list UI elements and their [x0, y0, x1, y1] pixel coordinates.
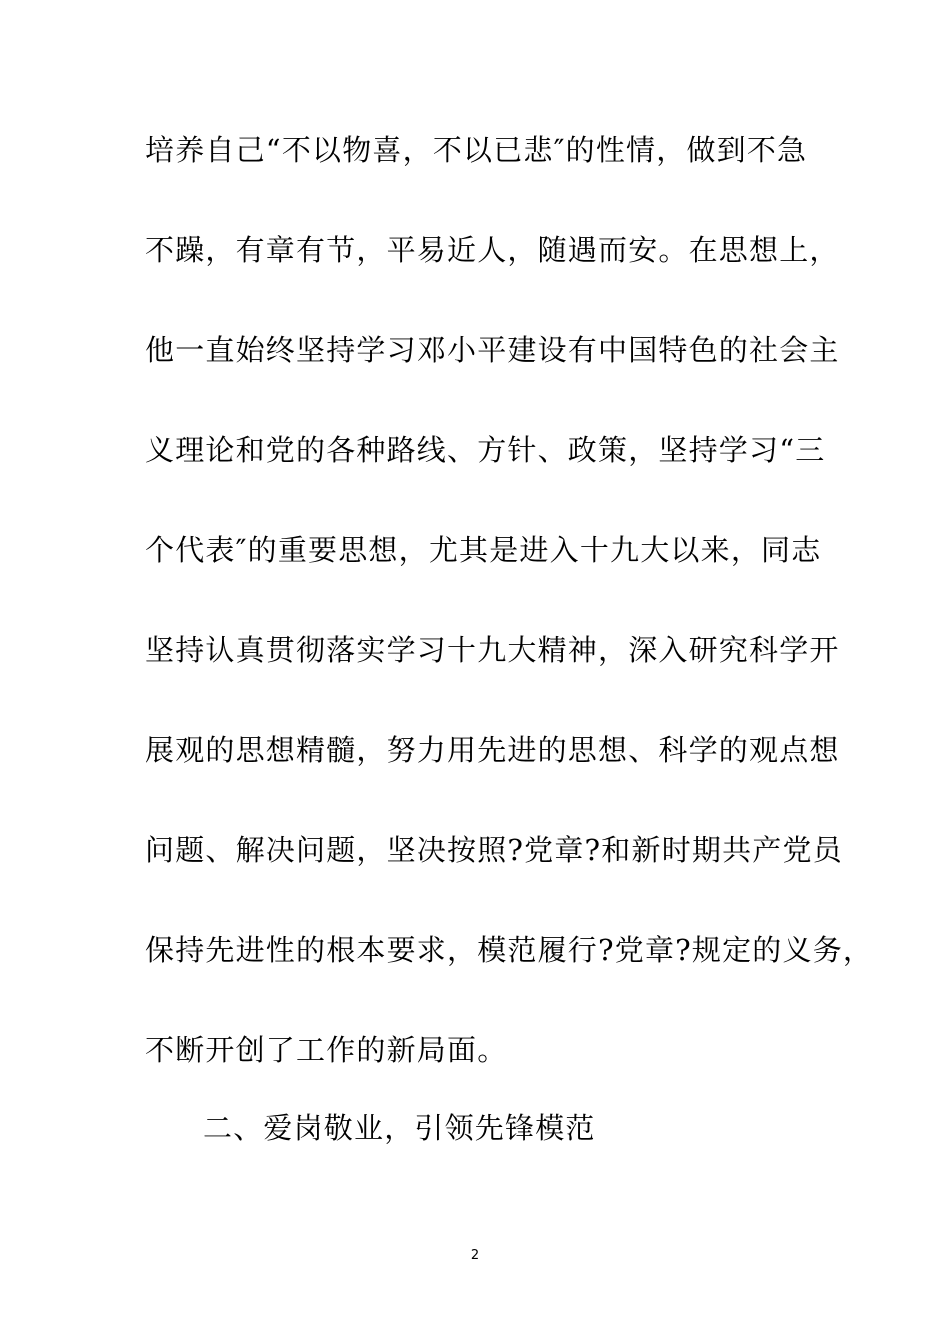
body-text-line: 不断开创了工作的新局面。: [145, 1033, 508, 1067]
body-text-line: 义理论和党的各种路线、方针、政策，坚持学习“三: [145, 433, 826, 467]
body-text-line: 个代表″的重要思想，尤其是进入十九大以来，同志: [145, 533, 822, 567]
body-text-line: 坚持认真贯彻落实学习十九大精神，深入研究科学开: [145, 633, 840, 667]
page-number: 2: [470, 1248, 480, 1263]
body-text-line: 保持先进性的根本要求，模范履行?党章?规定的义务，: [145, 933, 874, 967]
body-text-line: 培养自己“不以物喜，不以已悲″的性情，做到不急: [145, 133, 808, 167]
body-text-line: 他一直始终坚持学习邓小平建设有中国特色的社会主: [145, 333, 840, 367]
body-text-line: 问题、解决问题，坚决按照?党章?和新时期共产党员: [145, 833, 843, 867]
body-text-line: 展观的思想精髓，努力用先进的思想、科学的观点想: [145, 733, 840, 767]
body-text-line: 不躁，有章有节，平易近人，随遇而安。在思想上，: [145, 233, 840, 267]
section-heading: 二、爱岗敬业，引领先锋模范: [203, 1111, 596, 1145]
